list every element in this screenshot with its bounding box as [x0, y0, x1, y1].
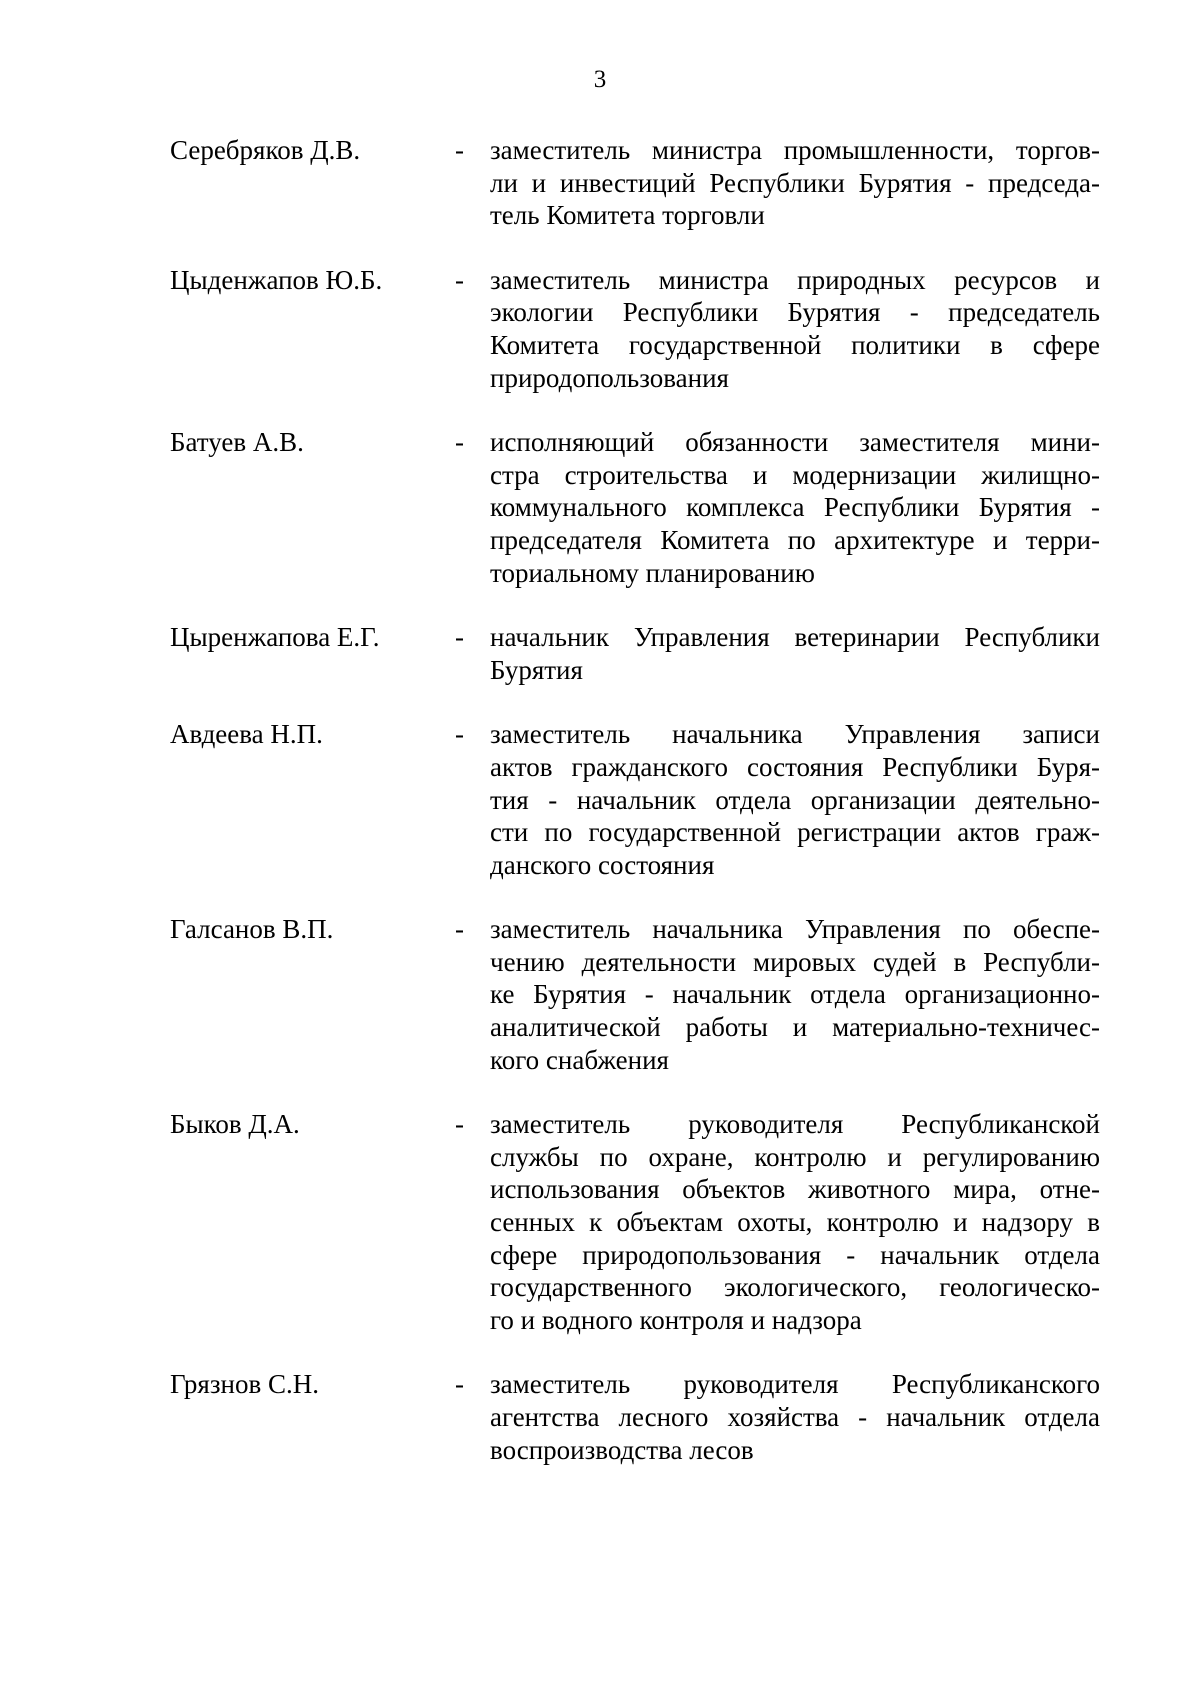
dash-separator: -	[455, 135, 464, 165]
position-line: Комитета государственной политики в сфере	[490, 329, 1100, 360]
list-item	[170, 426, 1100, 589]
position-line: председателя Комитета по архитектуре и терри-	[490, 524, 1100, 555]
page-number: 3	[593, 66, 607, 93]
position-line: стра строительства и модернизации жилищно-	[490, 459, 1100, 490]
dash-separator: -	[455, 427, 464, 458]
position-line: использования объектов животного мира, отне-	[490, 1174, 1100, 1205]
list-item	[170, 913, 1100, 1076]
member-name: Авдеева Н.П.	[170, 719, 323, 750]
member-name: Цыренжапова Е.Г.	[170, 622, 380, 653]
member-position	[490, 264, 1100, 394]
position-line: заместитель министра промышленности, торгов-	[490, 135, 1100, 165]
list-item	[170, 1368, 1100, 1466]
position-line: сфере природопользования - начальник отдела	[490, 1239, 1100, 1270]
member-name: Батуев А.В.	[170, 427, 304, 458]
dash-separator: -	[455, 719, 464, 750]
dash-separator: -	[455, 914, 464, 945]
position-line: экологии Республики Бурятия - председатель	[490, 297, 1100, 328]
list-item	[170, 1108, 1100, 1336]
position-line: исполняющий обязанности заместителя мини-	[490, 427, 1100, 458]
position-line: воспроизводства лесов	[490, 1434, 754, 1465]
position-line: агентства лесного хозяйства - начальник отдела	[490, 1402, 1100, 1432]
member-position	[490, 134, 1100, 232]
position-line: Бурятия	[490, 654, 583, 685]
list-item	[170, 718, 1100, 881]
position-line: заместитель министра природных ресурсов и	[490, 264, 1100, 295]
position-line: сенных к объектам охоты, контролю и надзору в	[490, 1207, 1100, 1238]
member-name: Серебряков Д.В.	[170, 135, 361, 165]
member-list	[170, 134, 1100, 1498]
member-name: Грязнов С.Н.	[170, 1369, 319, 1400]
dash-separator: -	[455, 1109, 464, 1140]
list-item	[170, 264, 1100, 394]
member-position	[490, 426, 1100, 589]
position-line: заместитель руководителя Республиканского	[490, 1369, 1100, 1400]
list-item	[170, 621, 1100, 686]
position-line: сти по государственной регистрации актов граж-	[490, 817, 1100, 848]
dash-separator: -	[455, 622, 464, 653]
position-line: данского состояния	[490, 849, 715, 880]
list-item	[170, 134, 1100, 232]
position-line: чению деятельности мировых судей в Республи-	[490, 946, 1100, 977]
member-position	[490, 1108, 1100, 1336]
position-line: начальник Управления ветеринарии Республики	[490, 622, 1100, 653]
member-name: Быков Д.А.	[170, 1109, 300, 1140]
position-line: тель Комитета торговли	[490, 200, 765, 231]
member-name: Галсанов В.П.	[170, 914, 334, 945]
position-line: государственного экологического, геологическо-	[490, 1272, 1100, 1303]
position-line: аналитической работы и материально-техничес-	[490, 1012, 1100, 1043]
position-line: заместитель начальника Управления по обеспе-	[490, 914, 1100, 945]
position-line: заместитель руководителя Республиканской	[490, 1109, 1100, 1140]
position-line: ке Бурятия - начальник отдела организационно-	[490, 979, 1100, 1010]
position-line: коммунального комплекса Республики Бурятия -	[490, 492, 1100, 523]
position-line: заместитель начальника Управления записи	[490, 719, 1100, 750]
position-line: ториальному планированию	[490, 557, 815, 588]
member-position	[490, 913, 1100, 1076]
position-line: природопользования	[490, 362, 729, 393]
member-name: Цыденжапов Ю.Б.	[170, 264, 383, 295]
position-line: ли и инвестиций Республики Бурятия - председа-	[490, 167, 1100, 198]
dash-separator: -	[455, 1369, 464, 1400]
position-line: службы по охране, контролю и регулированию	[490, 1141, 1100, 1172]
position-line: тия - начальник отдела организации деятельно-	[490, 784, 1100, 815]
member-position	[490, 1368, 1100, 1466]
dash-separator: -	[455, 264, 464, 295]
member-position	[490, 621, 1100, 686]
position-line: го и водного контроля и надзора	[490, 1304, 862, 1335]
member-position	[490, 718, 1100, 881]
position-line: актов гражданского состояния Республики Буря-	[490, 751, 1100, 782]
position-line: кого снабжения	[490, 1044, 669, 1075]
